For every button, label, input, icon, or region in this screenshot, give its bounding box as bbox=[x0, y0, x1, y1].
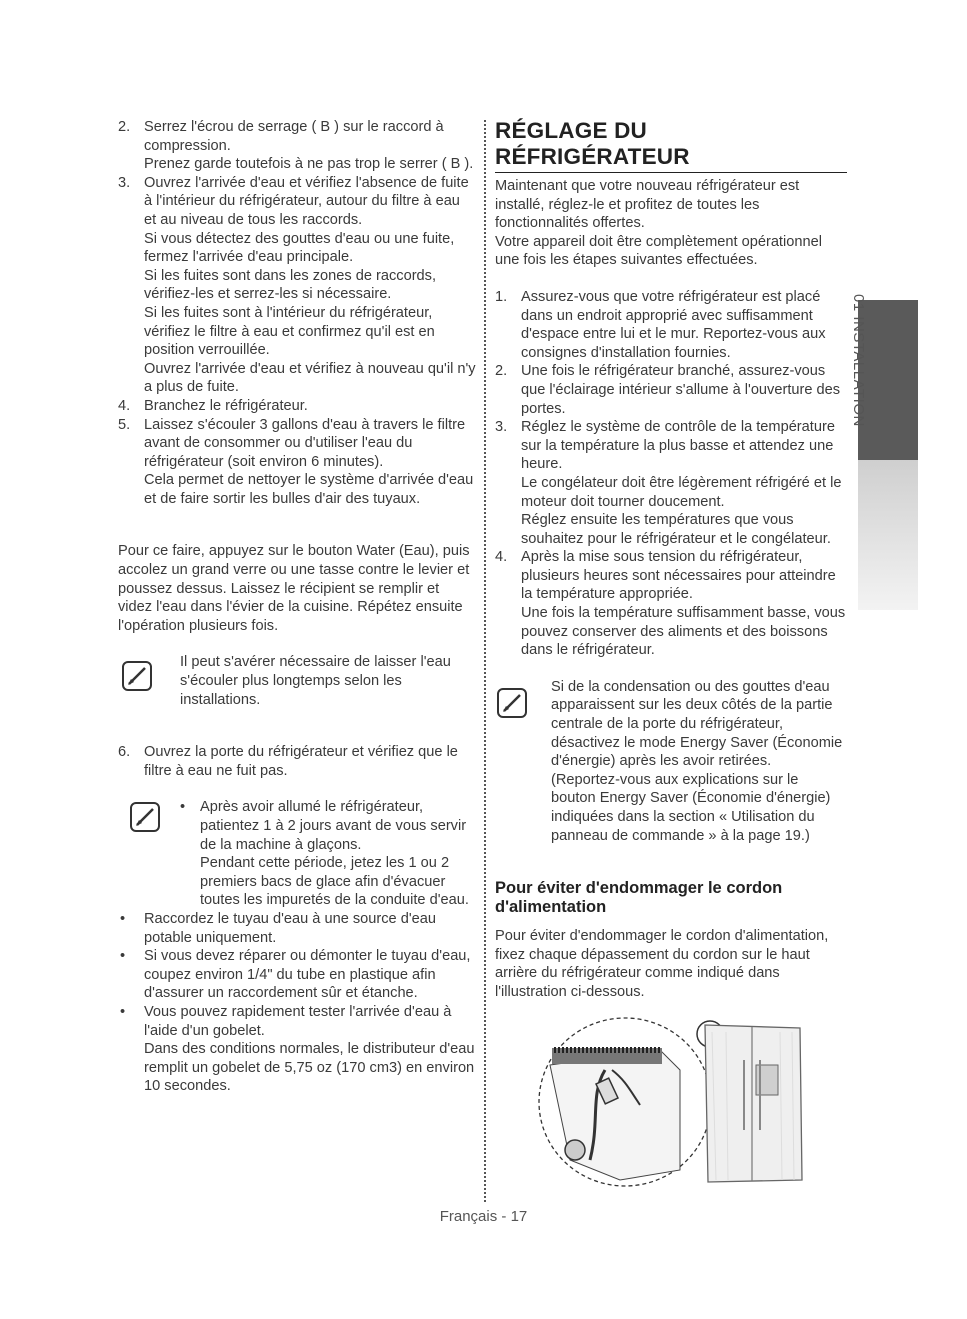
step-number: 6. bbox=[118, 744, 131, 761]
intro-text bbox=[495, 177, 847, 270]
intro-paragraph: Maintenant que votre nouveau réfrigérateur est installé, réglez-le et profitez de toutes les fonctionnalités offertes. bbox=[495, 178, 800, 232]
setup-steps bbox=[495, 288, 847, 660]
step-text: Serrez l'écrou de serrage ( B ) sur le raccord à compression. bbox=[144, 119, 444, 154]
note-icon bbox=[120, 659, 154, 693]
bullet-text: Si vous devez réparer ou démonter le tuyau d'eau, coupez environ 1/4" du tube en plastique afin d'assurer un raccordement sûr et étanche. bbox=[144, 948, 471, 1002]
cord-text: Pour éviter d'endommager le cordon d'alimentation, fixez chaque dépassement du cordon sur le haut arrière du réfrigérateur comme indiqué dans l'illustration ci-dessous. bbox=[495, 928, 829, 1000]
step-text: Ouvrez la porte du réfrigérateur et vérifiez que le filtre à eau ne fuit pas. bbox=[144, 744, 458, 779]
fridge-body bbox=[705, 1025, 802, 1182]
note-text: Après avoir allumé le réfrigérateur, patientez 1 à 2 jours avant de vous servir de la machine à glaçons. bbox=[200, 799, 467, 853]
step-number: 2. bbox=[495, 363, 508, 380]
right-column bbox=[495, 118, 847, 1002]
page-footer: Français - 17 bbox=[439, 1208, 528, 1225]
step-text: Branchez le réfrigérateur. bbox=[144, 397, 308, 414]
numbered-step bbox=[118, 174, 476, 397]
step-text: Une fois la température suffisamment basse, vous pouvez conserver des aliments et des boissons dans le réfrigérateur. bbox=[521, 605, 846, 659]
step-number: 3. bbox=[118, 174, 131, 191]
step-text: Le congélateur doit être légèrement réfrigéré et le moteur doit tourner doucement. bbox=[521, 474, 842, 510]
steps-list bbox=[118, 118, 476, 508]
step-number: 5. bbox=[118, 416, 131, 433]
bullet-text: Dans des conditions normales, le distributeur d'eau remplit un gobelet de 5,75 oz (170 cm3) en environ 10 secondes. bbox=[144, 1041, 475, 1095]
note-bullet-item bbox=[180, 798, 476, 910]
note-icon bbox=[495, 686, 529, 720]
bullet: • bbox=[120, 910, 126, 927]
bullet-item bbox=[118, 1003, 476, 1096]
numbered-step bbox=[118, 118, 476, 174]
step-text: Assurez-vous que votre réfrigérateur est placé dans un endroit approprié avec suffisamment d'espace entre lui et le mur. Reportez-vous aux consignes d'installation fournies. bbox=[521, 288, 826, 361]
numbered-step bbox=[118, 416, 476, 509]
note-ice-maker bbox=[118, 798, 476, 910]
numbered-step bbox=[495, 548, 847, 660]
chapter-tab-light bbox=[858, 460, 918, 610]
numbered-step bbox=[495, 362, 847, 418]
step-text: Ouvrez l'arrivée d'eau et vérifiez à nouveau qu'il n'y a plus de fuite. bbox=[144, 360, 476, 396]
fridge-cord-illustration bbox=[530, 1010, 815, 1188]
chapter-tab-label bbox=[850, 294, 894, 460]
svg-text:01 INSTALLATION: 01 INSTALLATION bbox=[850, 294, 867, 427]
bullet-text: Raccordez le tuyau d'eau à une source d'eau potable uniquement. bbox=[144, 910, 436, 946]
bullet-item bbox=[118, 910, 476, 947]
numbered-step bbox=[495, 288, 847, 362]
step-text: Après la mise sous tension du réfrigérateur, plusieurs heures sont nécessaires pour atteindre la température appropriée. bbox=[521, 549, 836, 603]
chapter-tab bbox=[850, 294, 918, 610]
water-test-paragraph: Pour ce faire, appuyez sur le bouton Water (Eau), puis accolez un grand verre ou une tasse contre le levier et poussez dessus. Laissez le récipient se remplir et videz l'eau dans l'évier de la cuisine. Répétez ensuite l'opération plusieurs fois. bbox=[118, 543, 470, 634]
step-text: Réglez ensuite les températures que vous souhaitez pour le réfrigérateur et le congélateur. bbox=[521, 512, 831, 547]
step-text: Laissez s'écouler 3 gallons d'eau à travers le filtre avant de consommer ou d'utiliser l'eau du réfrigérateur (soit environ 6 minutes). bbox=[144, 416, 466, 470]
bullet: • bbox=[120, 1003, 126, 1020]
numbered-step bbox=[495, 418, 847, 548]
bullet-text: Vous pouvez rapidement tester l'arrivée d'eau à l'aide d'un gobelet. bbox=[144, 1003, 452, 1039]
bullet-list bbox=[118, 910, 476, 1096]
step-number: 2. bbox=[118, 119, 131, 135]
note-text: Si de la condensation ou des gouttes d'eau apparaissent sur les deux côtés de la partie centrale de la porte du réfrigérateur, désactivez le mode Energy Saver (Économie d'énergie) après les avoir retirées. bbox=[551, 678, 843, 770]
note-lines bbox=[200, 798, 476, 910]
subheading: Pour éviter d'endommager le cordon d'alimentation bbox=[495, 879, 783, 917]
step-text: Si les fuites sont à l'intérieur du réfrigérateur, vérifiez le filtre à eau et confirmez qu'il est en position verrouillée. bbox=[144, 304, 435, 359]
note-longer-flow bbox=[118, 653, 476, 709]
step-number: 4. bbox=[118, 397, 131, 414]
step-number: 1. bbox=[495, 288, 508, 305]
column-divider bbox=[484, 120, 486, 1202]
step-text: Si vous détectez des gouttes d'eau ou une fuite, fermez l'arrivée d'eau principale. bbox=[144, 230, 455, 266]
fridge-top-detail bbox=[550, 1048, 680, 1180]
step-number: 3. bbox=[495, 419, 508, 436]
step-text: Ouvrez l'arrivée d'eau et vérifiez l'absence de fuite à l'intérieur du réfrigérateur, autour du filtre à eau et au niveau de tous les raccords. bbox=[144, 174, 469, 228]
bullet: • bbox=[180, 799, 186, 816]
step-text: Si les fuites sont dans les zones de raccords, vérifiez-les et serrez-les si nécessaire. bbox=[144, 267, 437, 303]
step-text: Prenez garde toutefois à ne pas trop le serrer ( B ). bbox=[144, 156, 474, 173]
step-text: Une fois le réfrigérateur branché, assurez-vous que l'éclairage intérieur s'allume à l'ouverture des portes. bbox=[521, 363, 841, 417]
step-text: Cela permet de nettoyer le système d'arrivée d'eau et de faire sortir les bulles d'air des tuyaux. bbox=[144, 472, 474, 507]
note-lines bbox=[551, 678, 847, 845]
step-text: Réglez le système de contrôle de la température sur la température la plus basse et attendez une heure. bbox=[521, 419, 835, 473]
note-condensation bbox=[495, 678, 847, 845]
intro-paragraph: Votre appareil doit être complètement opérationnel une fois les étapes suivantes effectuées. bbox=[495, 233, 822, 269]
numbered-step bbox=[118, 397, 476, 416]
step-number: 4. bbox=[495, 549, 508, 566]
note-text: Pendant cette période, jetez les 1 ou 2 premiers bacs de glace afin d'évacuer toutes les impuretés de la conduite d'eau. bbox=[200, 855, 469, 909]
note-text: Il peut s'avérer nécessaire de laisser l'eau s'écouler plus longtemps selon les installations. bbox=[180, 654, 451, 708]
note-text: (Reportez-vous aux explications sur le bouton Energy Saver (Économie d'énergie) indiquées dans la section « Utilisation du panneau de commande » à la page 19.) bbox=[551, 771, 831, 844]
bullet: • bbox=[120, 948, 126, 965]
step-6 bbox=[118, 743, 476, 780]
left-column bbox=[118, 118, 476, 1096]
bullet-item bbox=[118, 947, 476, 1003]
note-icon bbox=[128, 800, 162, 834]
section-heading: RÉGLAGE DU RÉFRIGÉRATEUR bbox=[495, 118, 847, 173]
